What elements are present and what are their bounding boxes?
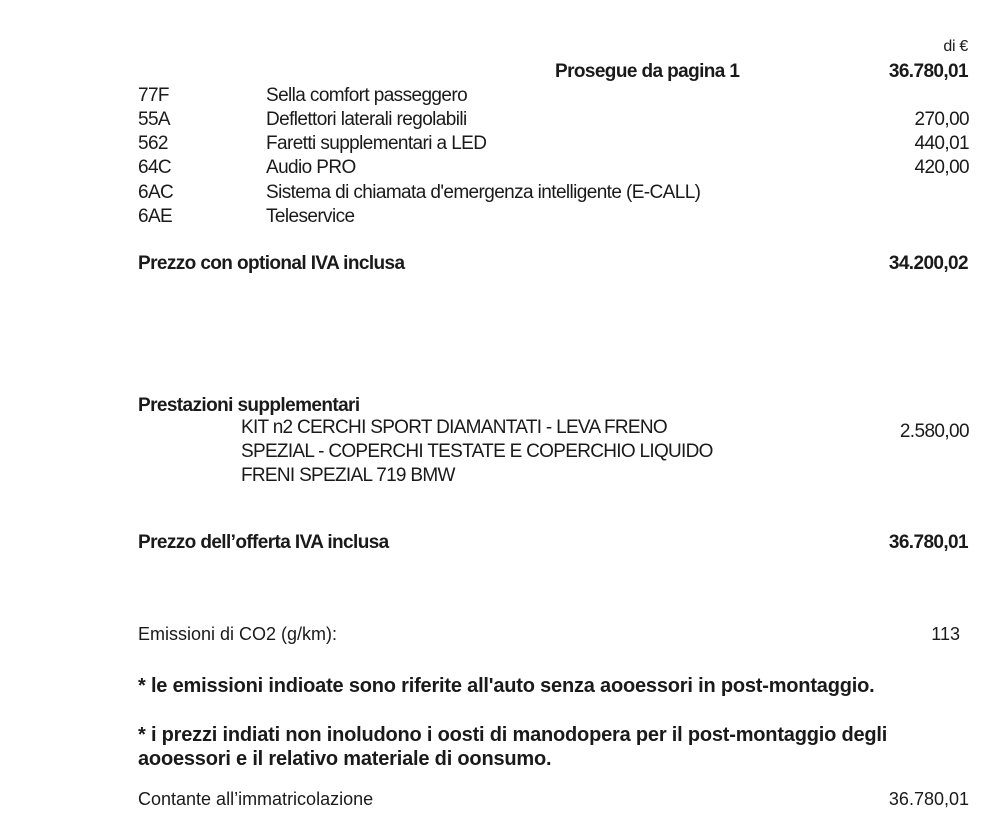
co2-emissions-label: Emissioni di CO2 (g/km): xyxy=(138,624,338,644)
option-description: Sella comfort passeggero xyxy=(266,85,468,106)
additional-service-line: SPEZIAL - COPERCHI TESTATE E COPERCHIO LIQUIDO xyxy=(241,441,713,462)
option-description: Audio PRO xyxy=(266,157,356,178)
option-description: Deflettori laterali regolabili xyxy=(266,109,467,130)
continued-label: Prosegue da pagina 1 xyxy=(555,61,740,82)
price-with-options-value: 34.200,02 xyxy=(888,253,968,274)
additional-services-heading: Prestazioni supplementari xyxy=(138,395,360,416)
cash-at-registration-label: Contante all’immatricolazione xyxy=(138,789,374,809)
option-price: 270,00 xyxy=(914,109,969,130)
option-description: Faretti supplementari a LED xyxy=(266,133,487,154)
additional-service-line: FRENI SPEZIAL 719 BMW xyxy=(241,465,455,486)
co2-emissions-value: 113 xyxy=(931,624,960,644)
offer-price-label: Prezzo dell’offerta IVA inclusa xyxy=(138,532,389,553)
option-price: 440,01 xyxy=(914,133,969,154)
prices-note: * i prezzi indiati non inoludono i oosti di manodopera per il post-montaggio degli aooessori e il relativo materiale di oonsumo. xyxy=(138,724,888,770)
option-price: 420,00 xyxy=(914,157,969,178)
option-description: Teleservice xyxy=(266,206,355,227)
emissions-note: * le emissioni indioate sono riferite all'auto senza aooessori in post-montaggio. xyxy=(138,675,875,697)
option-code: 77F xyxy=(138,85,169,106)
option-code: 6AE xyxy=(138,206,173,227)
option-code: 562 xyxy=(138,133,168,154)
price-with-options-label: Prezzo con optional IVA inclusa xyxy=(138,253,405,274)
option-code: 64C xyxy=(138,157,172,178)
option-code: 6AC xyxy=(138,182,174,203)
additional-services-price: 2.580,00 xyxy=(899,421,969,442)
offer-price-value: 36.780,01 xyxy=(888,532,968,553)
additional-service-line: KIT n2 CERCHI SPORT DIAMANTATI - LEVA FRENO xyxy=(241,417,667,438)
continued-value: 36.780,01 xyxy=(888,61,968,82)
option-code: 55A xyxy=(138,109,171,130)
currency-label: di € xyxy=(943,38,968,55)
option-description: Sistema di chiamata d'emergenza intelligente (E-CALL) xyxy=(266,182,701,203)
cash-at-registration-value: 36.780,01 xyxy=(888,789,969,809)
